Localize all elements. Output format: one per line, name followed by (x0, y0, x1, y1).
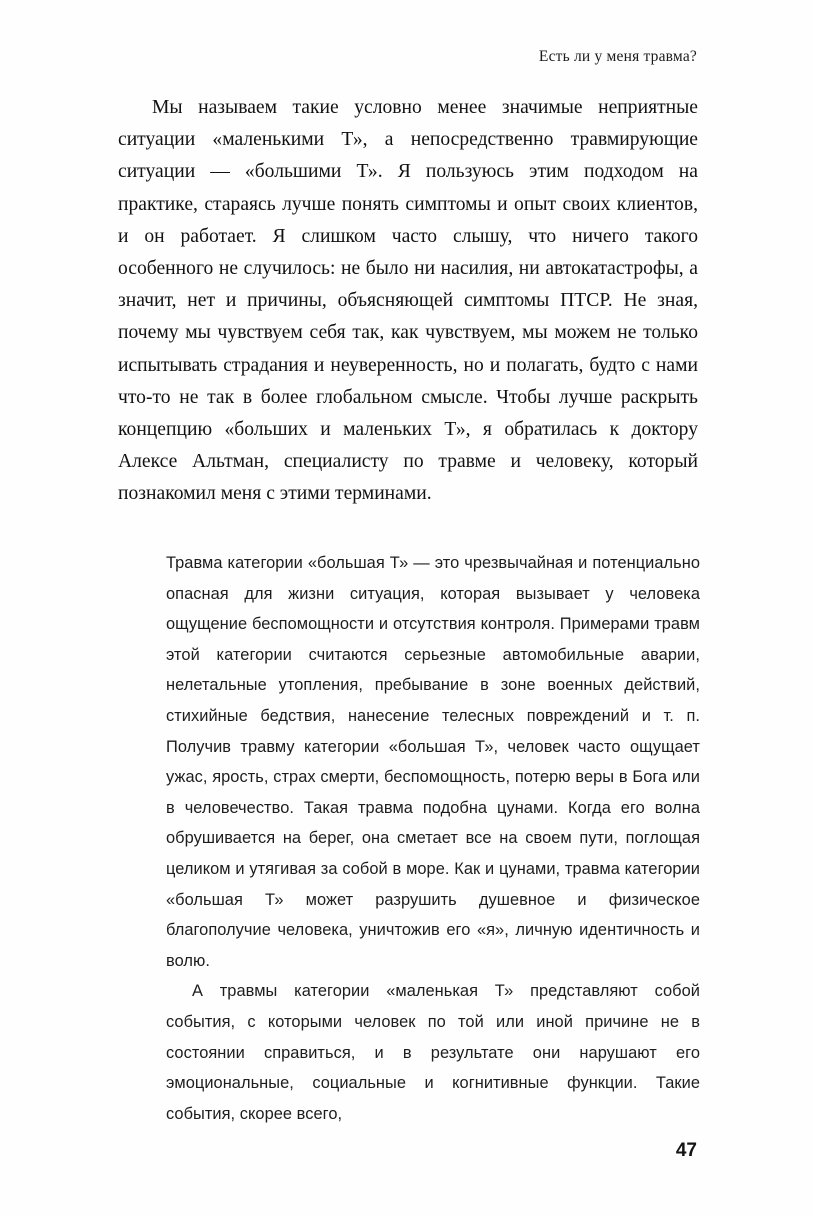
quote-paragraph-2: А травмы категории «маленькая Т» представляют собой события, с которыми человек по той или иной причине не в состоянии справиться, и в результате они нарушают его эмоциональные, социальные и когнитивные функции. Такие события, скорее всего, (166, 982, 700, 1123)
running-head: Есть ли у меня травма? (538, 48, 697, 65)
body-paragraph: Мы называем такие условно менее значимые неприятные ситуации «маленькими Т», а непосредственно травмирующие ситуации — «большими Т». Я пользуюсь этим подходом на практике, стараясь лучше понять симптомы и опыт своих клиентов, и он работает. Я слишком часто слышу, что ничего такого особенного не случилось: не было ни насилия, ни автокатастрофы, а значит, нет и причины, объясняющей симптомы ПТСР. Не зная, почему мы чувствуем себя так, как чувствуем, мы можем не только испытывать страдания и неуверенность, но и полагать, будто с нами что-то не так в более глобальном смысле. Чтобы лучше раскрыть концепцию «больших и маленьких Т», я обратилась к доктору Алексе Альтман, специалисту по травме и человеку, который познакомил меня с этими терминами. (118, 97, 698, 505)
blockquote (166, 548, 700, 1129)
main-text-block (118, 92, 698, 511)
page-number: 47 (675, 1140, 697, 1161)
quote-paragraph-1: Травма категории «большая Т» — это чрезвычайная и потенциально опасная для жизни ситуация, которая вызывает у человека ощущение беспомощности и отсутствия контроля. Примерами травм этой категории считаются серьезные автомобильные аварии, нелетальные утопления, пребывание в зоне военных действий, стихийные бедствия, нанесение телесных повреждений и т. п. Получив травму категории «большая Т», человек часто ощущает ужас, ярость, страх смерти, беспомощность, потерю веры в Бога или в человечество. Такая травма подобна цунами. Когда его волна обрушивается на берег, она сметает все на своем пути, поглощая целиком и утягивая за собой в море. Как и цунами, травма категории «большая Т» может разрушить душевное и физическое благополучие человека, уничтожив его «я», личную идентичность и волю. (166, 554, 700, 970)
